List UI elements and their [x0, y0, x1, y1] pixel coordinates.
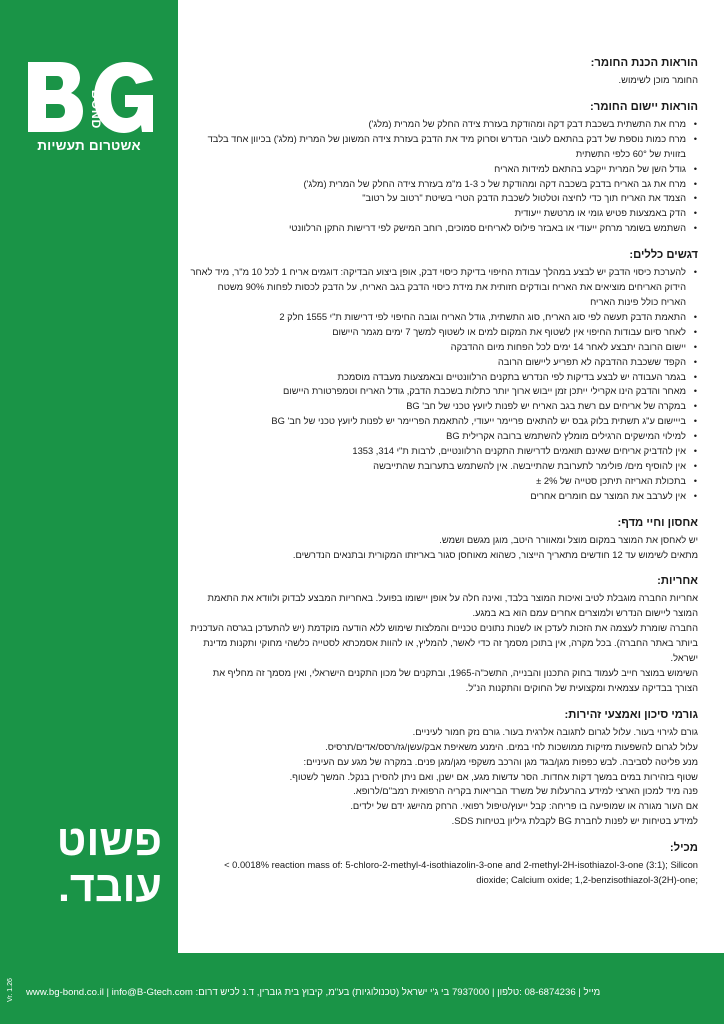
- section-line: אם העור מגורה או שמופיעה בו פריחה: קבל ייעוץ/טיפול רפואי. הרחק מהישג ידם של ילדים.: [350, 801, 698, 812]
- list-item: • אין לערבב את המוצר עם חומרים אחרים: [190, 489, 698, 504]
- list-item: • מרח את גב האריח בדבק בשכבה דקה ומהודקת של כ 1-3 מ"מ בעזרת צידה החלק של המרית (מלג'): [190, 177, 698, 192]
- section-line: מנע פליטה לסביבה. לבש כפפות מגן/בגד מגן והרכב משקפי מגן/מגן פנים. במקרה של מגע עם העיניים:: [303, 756, 698, 767]
- version-label: Vr. 1.26: [7, 978, 14, 1003]
- list-item: • בתכולת האריזה תיתכן סטייה של 2% ±: [190, 474, 698, 489]
- brand-tagline: אשטרום תעשיות: [37, 138, 141, 153]
- contains-text: < 0.0018% reaction mass of: 5-chloro-2-methyl-4-isothiazolin-3-one and 2-methyl-2H-isothiazol-3-one (3:1); Silicon dioxide; Calcium oxide; 1,2-benzisothiazol-3(2H)-one;: [224, 860, 698, 886]
- section-line: השימוש במוצר חייב לעמוד בחוק התכנון והבנייה, התשכ"ה-1965, ובתקנים של מכון התקנים הישראלי, ואין מסמך זה מחליף את הצורך בבדיקה עצמאית ומקצועית של החוקים והתקנות הנ"ל.: [212, 668, 698, 693]
- bg-bond-logo: [26, 60, 154, 134]
- document-content: [190, 56, 698, 900]
- general-list: [190, 265, 698, 504]
- list-item: • למילוי המישקים הרגילים מומלץ להשתמש ברובה אקרילית BG: [190, 429, 698, 444]
- section-safety: [190, 708, 698, 829]
- list-item: • בייישום ע"ג תשתית בלוק גבס יש להתאים פריימר ייעודי, להתאמת הפריימר יש לפנות ליועץ טכני של חב' BG: [190, 414, 698, 429]
- list-item: • הצמד את האריח תוך כדי לחיצה וטלטול לשכבת הדבק הטרי בשיטת "רטוב על רטוב": [190, 191, 698, 206]
- section-line: למידע בטיחות יש לפנות לחברת BG לקבלת גיליון בטיחות SDS.: [451, 816, 698, 827]
- section-application: [190, 100, 698, 236]
- application-list: [190, 117, 698, 236]
- section-general-notes: [190, 248, 698, 504]
- list-item: • אין להדביק אריחים שאינם תואמים לדרישות התקנים הרלוונטיים, לרבות ת"י 314, 1353: [190, 444, 698, 459]
- section-line: שטוף בזהירות במים במשך דקות אחדות. הסר עדשות מגע, אם ישנן, ואם ניתן להסירן בנקל. המשך לשטוף.: [289, 771, 698, 782]
- brand-sidebar: [0, 0, 178, 953]
- list-item: • השתמש בשומר מרחק ייעודי או באבזר פילוס לאריחים סמוכים, רוחב המישק לפי דרישות התקן הרלוונטי: [190, 221, 698, 236]
- section-line: גורם לגירוי בעור. עלול לגרום לתגובה אלרגית בעור. גורם נזק חמור לעיניים.: [412, 726, 698, 737]
- brand-slogan: [16, 818, 162, 910]
- list-item: • במקרה של אריחים עם רשת בגב האריח יש לפנות ליועץ טכני של חב' BG: [190, 399, 698, 414]
- section-line: מתאים לשימוש עד 12 חודשים מתאריך הייצור, כשהוא מאוחסן סגור באריזתו המקורית ובתנאים הנדרשים.: [292, 549, 698, 560]
- section-title: אחסון וחיי מדף:: [617, 516, 698, 529]
- footer-bar: [0, 953, 724, 1024]
- list-item: • מאחר והדבק הינו אקרילי ייתכן זמן ייבוש ארוך יותר כתלות בשכבת הדבק, גודל האריח וטמפרטורת היישום: [190, 384, 698, 399]
- section-text: החומר מוכן לשימוש.: [618, 75, 698, 85]
- list-item: • הקפד ששכבת ההדבקה לא תפריע ליישום הרובה: [190, 355, 698, 370]
- section-title: הוראות הכנת החומר:: [590, 57, 698, 69]
- list-item: • לאחר סיום עבודות החיפוי אין לשטוף את המקום למים או לשטוף למשך 7 ימים מגמר היישום: [190, 325, 698, 340]
- footer-contact: www.bg-bond.co.il | info@B-Gtech.com :מייל | 08-6874236 :טלפון | 7937000 בי ג'י ישראל (טכנולוגיות) בע"מ, קיבוץ בית גוברין, ד.נ לכיש דרום: [26, 987, 601, 998]
- list-item: • הדק באמצעות פטיש גומי או מרטשת ייעודית: [190, 206, 698, 221]
- section-line: החברה שומרת לעצמה את הזכות לעדכן או לשנות נתונים טכניים והמלצות שימוש ללא הודעה מוקדמת (יש להתעדכן בגרסה העדכנית ביותר באתר החברה). בכל מקרה, אין בתוכן מסמך זה כדי לאשר, להמליץ, או להוות אסמכתא לסטייה כלשהי מחוקי ותקנות מדינת ישראל.: [190, 623, 698, 664]
- list-item: • התאמת הדבק תעשה לפי סוג האריח, סוג התשתית, גודל האריח וגובה החיפוי לפי דרישות ת"י 1555 חלק 2: [190, 310, 698, 325]
- section-line: פנה מיד למכון הארצי למידע בהרעלות של משרד הבריאות בקריה הרפואית רמב"ם/לרופא.: [353, 786, 698, 797]
- slogan-line-2: עובד.: [57, 863, 162, 911]
- section-preparation: [190, 56, 698, 88]
- section-line: יש לאחסן את המוצר במקום מוצל ומאוורר היטב, מוגן מגשם ושמש.: [439, 534, 698, 545]
- section-title: דגשים כללים:: [629, 249, 698, 262]
- list-item: • גודל השן של המרית ייקבע בהתאם למידות האריח: [190, 162, 698, 177]
- section-storage: [190, 516, 698, 563]
- section-liability: [190, 574, 698, 695]
- section-line: אחריות החברה מוגבלת לטיב ואיכות המוצר בלבד, ואינה חלה על אופן יישומו בפועל. באחריות המבצע לבדוק ולוודא את התאמת המוצר ליישום הנדרש ולמוצרים אחרים עמם הוא בא במגע.: [207, 593, 698, 619]
- list-item: • יישום הרובה יתבצע לאחר 14 ימים לכל הפחות מיום ההדבקה: [190, 340, 698, 355]
- section-title: הוראות יישום החומר:: [590, 100, 698, 113]
- slogan-line-1: פשוט: [56, 817, 162, 865]
- list-item: • אין להוסיף מים/ פולימר לתערובת שהתייבשה. אין להשתמש בתערובת שהתייבשה: [190, 459, 698, 474]
- section-title: גורמי סיכון ואמצעי זהירות:: [564, 708, 698, 721]
- section-line: עלול לגרום להשפעות מזיקות ממושכות לחי במים. הימנע משאיפת אבק/עשן/גז/רסס/אדים/תרסיס.: [325, 741, 698, 752]
- list-item: • מרח את התשתית בשכבת דבק דקה ומהודקת בעזרת צידה החלק של המרית (מלג'): [190, 117, 698, 132]
- list-item: • להערכת כיסוי הדבק יש לבצע במהלך עבודת החיפוי בדיקת כיסוי דבק, אופן ביצוע הבדיקה: דוגמים אריח 1 לכל 10 מ"ר, מיד לאחר הידוק האריחים מוציאים את האריח ובודקים חזותית את מידת כיסוי הדבק בגב האריח, על הדבק לכסות לפחות 90% משטח האריח כולל פינות האריח: [190, 265, 698, 310]
- list-item: • בגמר העבודה יש לבצע בדיקות לפי הנדרש בתקנים הרלוונטיים ובאמצעות מעבדה מוסמכת: [190, 370, 698, 385]
- section-title: מכיל:: [669, 842, 698, 855]
- list-item: • מרח כמות נוספת של דבק בהתאם לעובי הנדרש וסרוק מיד את הדבק בעזרת צידה המשונן של המרית (מלג') בכיוון אחד בלבד בזווית של 60° כלפי התשתית: [190, 132, 698, 162]
- section-contains: [190, 841, 698, 888]
- section-title: אחריות:: [657, 575, 698, 588]
- svg-text:BOND: BOND: [89, 90, 103, 130]
